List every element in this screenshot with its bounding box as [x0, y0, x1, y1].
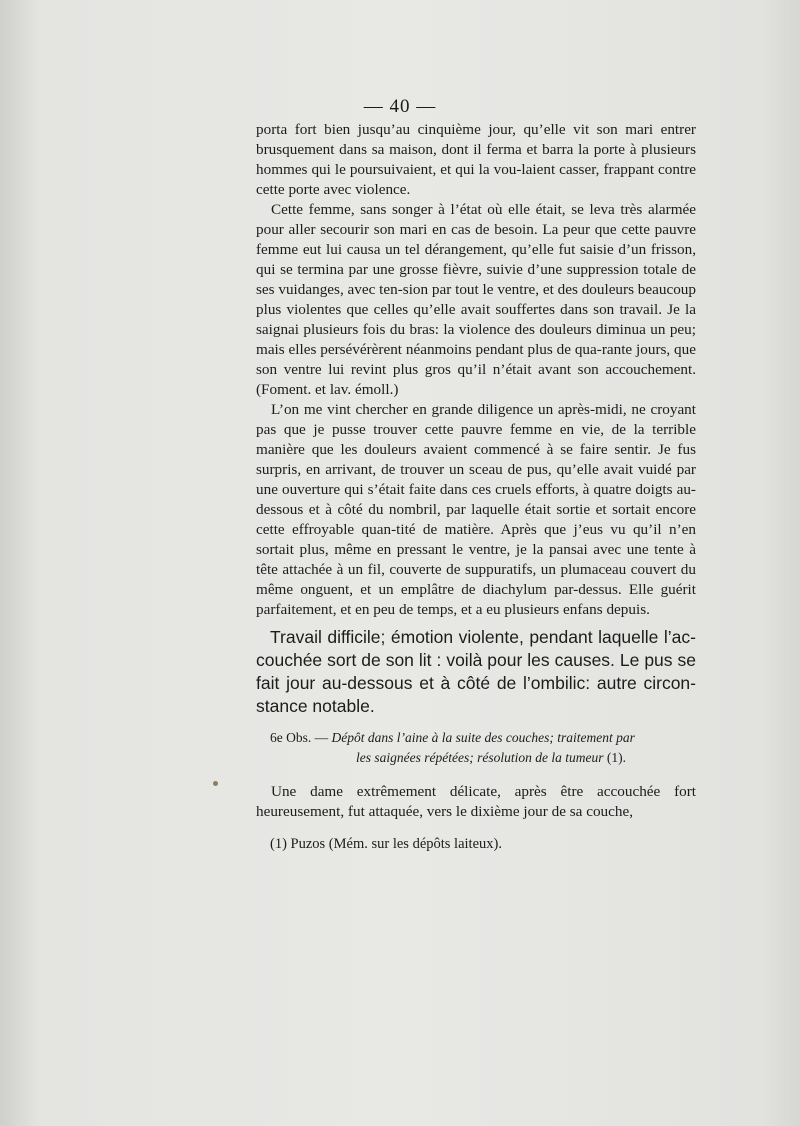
ink-spot — [213, 781, 218, 786]
footnote-reference: (1). — [606, 750, 626, 765]
observation-number: 6e Obs. — [270, 730, 312, 745]
footnote: (1) Puzos (Mém. sur les dépôts laiteux). — [270, 836, 502, 852]
paragraph-3: L’on me vint chercher en grande diligence un après-midi, ne croyant pas que je pusse trouver cette pauvre femme en vie, de la terrible manière que les douleurs avaient commencé à se faire sentir. Je fus surpris, en arrivant, de trouver un sceau de pus, qu’elle avait vuidé par une ouverture qui s’était faite dans ces cruels efforts, à quatre doigts au-dessous et à côté du nombril, par laquelle était sortie et sortait encore cette effroyable quan-tité de matière. Après que j’eus vu qu’il n’en sortait plus, même en pressant le ventre, je la pansai avec une tente à tête attachée à un fil, couverte de suppuratifs, un plumaceau couvert du même onguent, et un emplâtre de diachylum par-dessus. Elle guérit parfaitement, et en peu de temps, et a eu plusieurs enfans depuis. — [256, 401, 696, 618]
paragraph-4: Une dame extrêmement délicate, après être accouchée fort heureusement, fut attaquée, vers le dixième jour de sa couche, — [256, 783, 696, 820]
observation-dash: — — [314, 730, 329, 745]
observation-title-line2-wrap — [256, 748, 696, 768]
paragraph-2: Cette femme, sans songer à l’état où elle était, se leva très alarmée pour aller secourir son mari en cas de besoin. La peur que cette pauvre femme eut lui causa un tel dérangement, qu’elle fut saisie d’un frisson, qui se termina par une grosse fièvre, suivie d’une suppression totale de ses vuidanges, avec ten-sion par tout le ventre, et des douleurs beaucoup plus violentes que celles qu’elle avait souffertes dans son travail. Je la saignai plusieurs fois du bras: la violence des douleurs diminua un peu; mais elles persévérèrent néanmoins pendant plus de qua-rante jours, que son ventre lui revint plus gros qu’il n’était avant son accouchement. (Foment. et lav. émoll.) — [256, 201, 696, 398]
observation-title-line2: les saignées répétées; résolution de la tumeur — [356, 750, 604, 765]
observation-heading — [256, 728, 696, 768]
observation-title-line1: Dépôt dans l’aine à la suite des couches; traitement par — [331, 730, 635, 745]
page-number: — 40 — — [363, 96, 437, 117]
paragraph-1: porta fort bien jusqu’au cinquième jour, qu’elle vit son mari entrer brusquement dans sa maison, dont il ferma et barra la porte à plusieurs hommes qui le poursuivaient, et qui la vou-laient casser, frappant contre cette porte avec violence. — [256, 121, 696, 198]
commentary-paragraph: Travail difficile; émotion violente, pendant laquelle l’ac-couchée sort de son lit : voilà pour les causes. Le pus se fait jour au-dessous et à côté de l’ombilic: autre circon-stance notable. — [256, 627, 696, 716]
page-body — [256, 120, 696, 854]
